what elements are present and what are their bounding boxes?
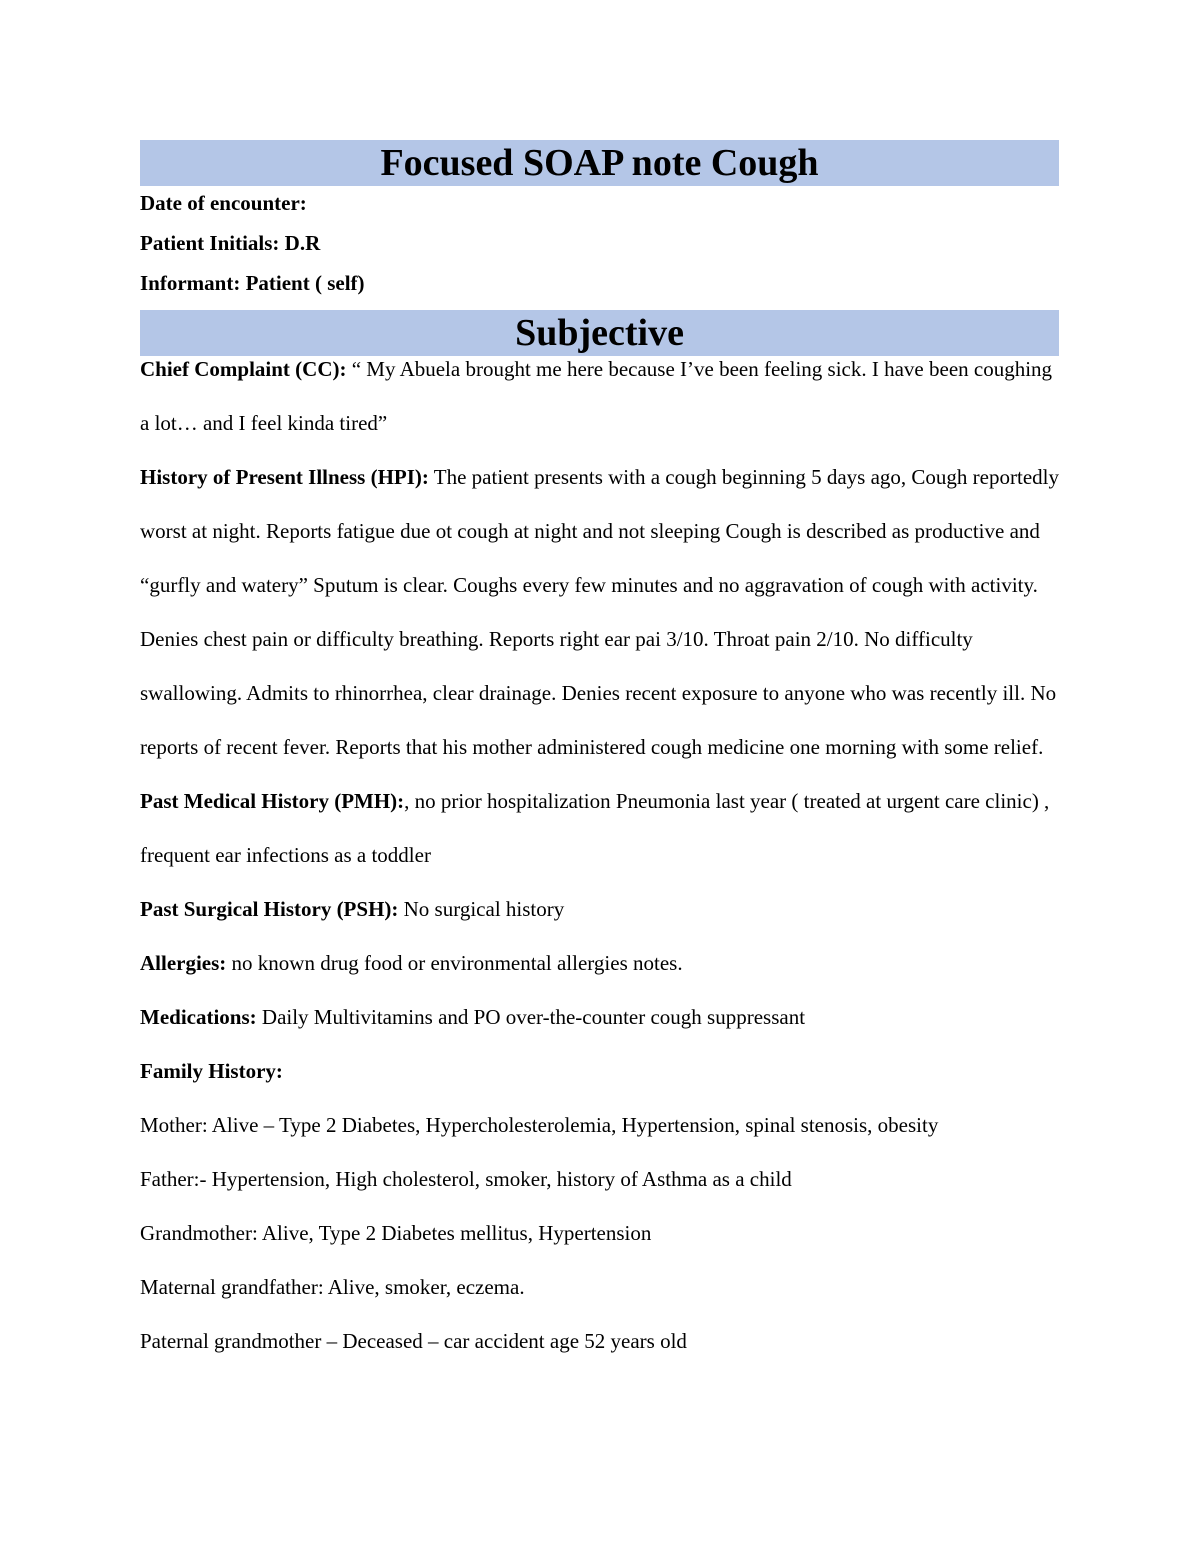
family-history-heading [140,1044,1059,1098]
medications-text: Daily Multivitamins and PO over-the-counter cough suppressant [256,1005,806,1029]
medications-label: Medications: [140,1005,257,1029]
patient-initials: Patient Initials: D.R [140,231,321,255]
hpi-label: History of Present Illness (HPI): [140,465,429,489]
allergies-text: no known drug food or environmental allergies notes. [226,951,683,975]
document-title: Focused SOAP note Cough [140,140,1059,186]
document-page [140,140,1059,1368]
family-history-label: Family History: [140,1059,283,1083]
subjective-heading: Subjective [140,310,1059,356]
allergies [140,936,1059,990]
pmh-text: , no prior hospitalization Pneumonia last year ( treated at urgent care clinic) , frequent ear infections as a toddler [140,789,1050,867]
informant: Informant: Patient ( self) [140,271,365,295]
family-history-entry: Paternal grandmother – Deceased – car accident age 52 years old [140,1329,687,1353]
past-medical-history [140,774,1059,882]
family-history-entry: Mother: Alive – Type 2 Diabetes, Hypercholesterolemia, Hypertension, spinal stenosis, obesity [140,1113,939,1137]
chief-complaint-text: “ My Abuela brought me here because I’ve been feeling sick. I have been coughing a lot… and I feel kinda tired” [140,357,1053,435]
pmh-label: Past Medical History (PMH): [140,789,405,813]
medications [140,990,1059,1044]
hpi [140,450,1059,774]
psh-label: Past Surgical History (PSH): [140,897,399,921]
hpi-text: The patient presents with a cough beginning 5 days ago, Cough reportedly worst at night. Reports fatigue due ot cough at night and not sleeping Cough is described as productive and “gurfly and watery” Sputum is clear. Coughs every few minutes and no aggravation of cough with activity. Denies chest pain or difficulty breathing. Reports right ear pai 3/10. Throat pain 2/10. No difficulty swallowing. Admits to rhinorrhea, clear drainage. Denies recent exposure to anyone who was recently ill. No reports of recent fever. Reports that his mother administered cough medicine one morning with some relief. [140,465,1059,759]
family-history-entry: Grandmother: Alive, Type 2 Diabetes mellitus, Hypertension [140,1221,652,1245]
chief-complaint-label: Chief Complaint (CC): [140,357,347,381]
family-history-entry: Father:- Hypertension, High cholesterol, smoker, history of Asthma as a child [140,1167,792,1191]
chief-complaint [140,342,1059,450]
date-of-encounter: Date of encounter: [140,191,307,215]
allergies-label: Allergies: [140,951,227,975]
psh-text: No surgical history [398,897,565,921]
past-surgical-history [140,882,1059,936]
family-history-entry: Maternal grandfather: Alive, smoker, eczema. [140,1275,525,1299]
